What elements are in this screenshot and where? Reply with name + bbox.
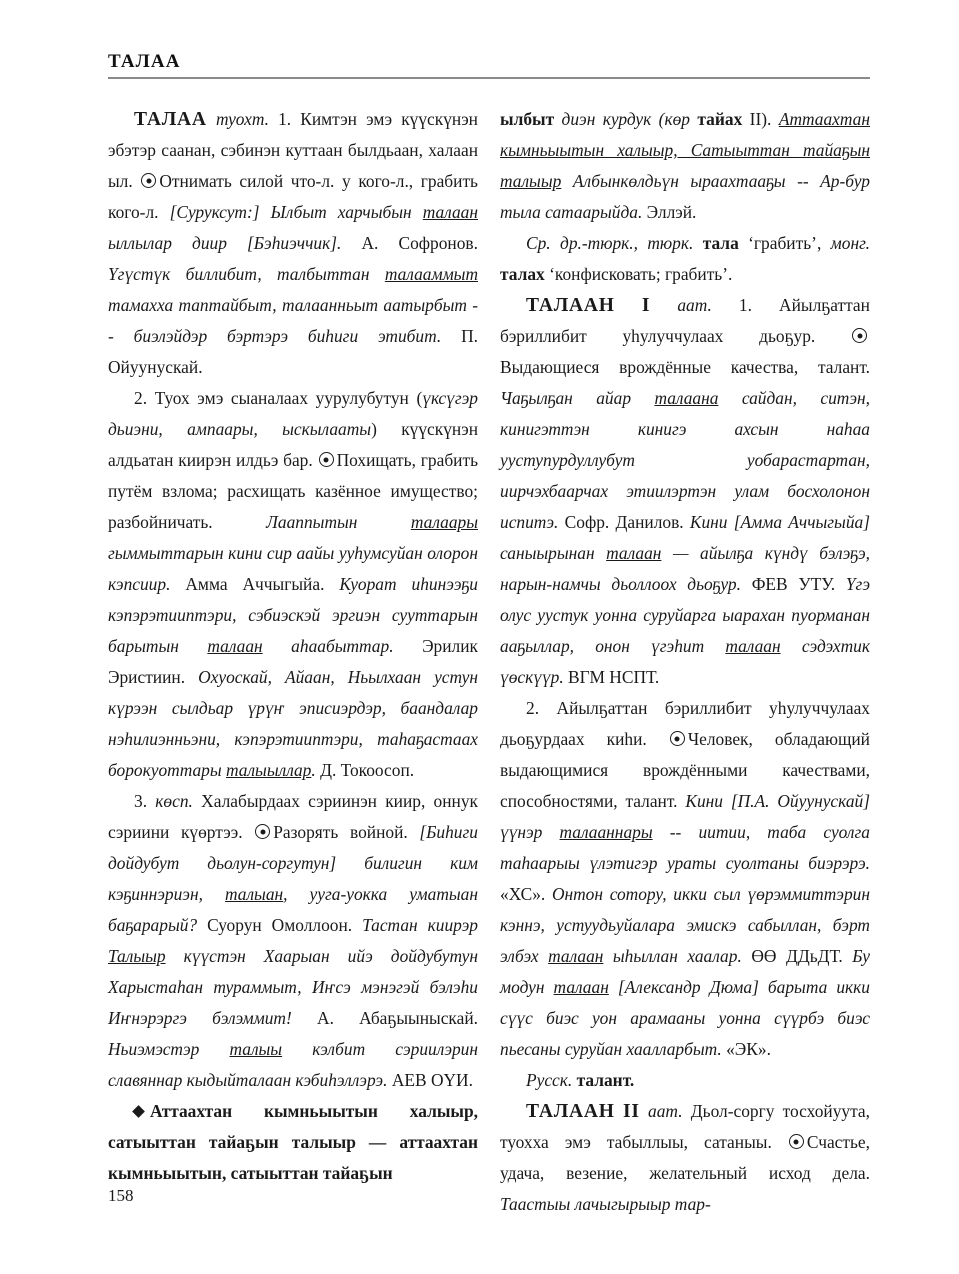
citation-quote-cont: ыллылар диир [Бэһиэччик]. — [108, 233, 342, 253]
citation-quote: Тастан киирэр — [362, 915, 478, 935]
citation-source: Суорун Омоллоон. — [207, 915, 353, 935]
citation-quote-cont: гыммыттарын кини сир аайы ууһумсуйан олорон кэпсиир. — [108, 543, 478, 594]
phraseology-example-underlined: Аттаахтан кымньыытын халыыр, Сатыыттан тайаҕын талыыр — [500, 109, 870, 191]
citation-source: А. Софронов. — [361, 233, 478, 253]
comparison-language-2: монг. — [830, 233, 870, 253]
yakut-definition: Дьол-соргу тосхойуута, туохха эмэ табыллыы, сатаныы. — [500, 1101, 870, 1152]
entry-talaan-1-sense-1 — [500, 290, 870, 693]
phraseology-tail: ылбыт — [500, 109, 555, 129]
citation-quote: Бу модун — [500, 946, 871, 997]
entry-talaa-sense-1 — [108, 104, 478, 383]
citation-quote-cont: — айылҕа күндү бэлэҕэ, нарын-намчы дьоллоох дьоҕур. — [500, 543, 870, 594]
phraseology-text: Аттаахтан кымньыытын халыыр, сатыыттан тайаҕын талыыр — аттаахтан кымньыытын, сатыыттан тайаҕын — [108, 1101, 478, 1183]
citation-keyword: талаан — [553, 977, 609, 997]
circled-dot-icon — [789, 1134, 804, 1149]
citation-quote: Лааппытын — [266, 512, 411, 532]
citation-source: Эрилик Эристиин. — [108, 636, 478, 687]
citation-keyword: талыыллар — [226, 760, 312, 780]
text-columns — [108, 104, 870, 1220]
citation-keyword: талаана — [654, 388, 719, 408]
citation-quote: билигин ким кэҕиннэриэн, — [108, 853, 478, 904]
sense-number: 1. — [738, 295, 752, 315]
circled-dot-icon — [141, 173, 156, 188]
citation-keyword: талаары — [410, 512, 478, 532]
citation-quote-cont: тамахха таптайбыт, талаанньыт аатырбыт -- биэлэйдэр бэртэрэ биһиги этибит. — [108, 295, 478, 346]
citation-keyword: талаан — [422, 202, 478, 222]
citation-source: «ХС». — [500, 884, 546, 904]
citation-source: Д. Токоосоп. — [320, 760, 415, 780]
etymology-word: талант. — [576, 1070, 635, 1090]
citation-source: ФЕВ УТУ. — [751, 574, 836, 594]
citation-source: ВГМ НСПТ. — [568, 667, 660, 687]
phraseology-mid: диэн курдук (көр — [554, 109, 698, 129]
headword-roman-numeral: II — [623, 1101, 640, 1122]
phraseology-example-rest: Албынкөлдьүн ыраахтааҕы -- Ар-бур тыла сатаарыйда. — [500, 171, 870, 222]
russian-definition: Человек, обладающий выдающимися врождёнными качествами, способностями, талант. — [500, 729, 870, 811]
russian-definition: Отнимать силой что-л. у кого-л., грабить кого-л. — [108, 171, 478, 222]
entry-talaan-2 — [500, 1096, 870, 1220]
yakut-definition: Халабырдаах сэриинэн киир, оннук сэриини күөртээ. — [108, 791, 478, 842]
citation-keyword: талыы — [229, 1039, 283, 1059]
sense-number: 2. — [526, 698, 540, 718]
citation-quote-cont: күүстэн Хаарыан ийэ дойдубутун Харыстаһан тураммыт, Иҥсэ мэнэгэй бэлэһи Иҥнэрэргэ бэлэммит! — [108, 946, 478, 1028]
diamond-icon — [132, 1105, 145, 1118]
russian-definition: Выдающиеся врождённые качества, талант. — [500, 357, 870, 377]
russian-definition: Похищать, грабить путём взлома; расхищать казённое имущество; разбойничать. — [108, 450, 479, 532]
part-of-speech: аат. — [677, 295, 712, 315]
column-left — [108, 104, 478, 1220]
citation-source: ӨӨ ДДьДТ. — [751, 946, 843, 966]
citation-keyword: талааммыт — [384, 264, 478, 284]
page-number: 158 — [108, 1186, 134, 1205]
citation-keyword: талаан — [207, 636, 263, 656]
comparison-gloss: ‘грабить’, — [748, 233, 822, 253]
yakut-definition-italic: үксүгэр дьиэни, ампаары, ыскылааты — [108, 388, 478, 439]
citation-quote: Охуоскай, Айаан, Ньылхаан устун күрээн сылдьар үрүҥ эписиэрдэр, баандалар нэһилиэнньэни, кэпэрэтииптэри, таһаҕастаах борокуоттары — [108, 667, 478, 780]
russian-definition: Разорять войной. — [273, 822, 408, 842]
etymology-label: Русск. — [526, 1070, 573, 1090]
citation-quote: Кини [Амма Аччыгыйа] саныырынан — [500, 512, 870, 563]
citation-quote-cont: сайдан, ситэн, кинигэттэн кинигэ ахсын наһаа ууступурдуллубут уобарастартан, иирчэхбаарчах этиилэртэн улам босхолонон испитэ. — [500, 388, 870, 532]
citation-source: Эллэй. — [646, 202, 697, 222]
citation-keyword: талаан — [548, 946, 604, 966]
citation-quote-cont: кэлбит сэриилэрин славяннар кыдыйталаан кэбиһэллэрэ. — [108, 1039, 479, 1090]
etymology-note — [500, 1065, 870, 1096]
citation-source: «ЭК». — [726, 1039, 771, 1059]
citation-quote-cont: [Александр Дюма] барыта икки сүүс биэс уон арамааны уонна сүүрбэ биэс пьесаны суруйан хаалларбыт. — [500, 977, 871, 1059]
sense-number: 2. — [134, 388, 148, 408]
sense-number: 1. — [278, 109, 292, 129]
circled-dot-icon — [852, 328, 867, 343]
citation-quote-tail: Таастыы лачыгырыыр тар- — [500, 1194, 711, 1214]
citation-quote-cont: -- иитии, таба суолга таһаарыы үлэтигэр ураты суолтаны биэрэрэ. — [500, 822, 870, 873]
circled-dot-icon — [319, 452, 334, 467]
yakut-definition: Айылҕаттан бэриллибит уһулуччулаах дьоҕур. — [500, 295, 870, 346]
citation-quote-cont: аһаабыттар. — [262, 636, 394, 656]
yakut-definition: Туох эмэ сыаналаах уурулубутун ( — [154, 388, 423, 408]
circled-dot-icon — [255, 824, 270, 839]
header-divider — [108, 77, 870, 79]
headword-talaa: ТАЛАА — [134, 109, 207, 130]
sense-label: көсп. — [155, 791, 193, 811]
running-head-text: ТАЛАА — [108, 51, 181, 72]
citation-source: АЕВ ОҮИ. — [391, 1070, 473, 1090]
citation-source: Амма Аччыгыйа. — [185, 574, 325, 594]
citation-keyword: Талыыр — [108, 946, 166, 966]
citation-quote-cont: сэдэхтик үөскүүр. — [500, 636, 870, 687]
comparison-gloss-2: ‘конфисковать; грабить’. — [549, 264, 733, 284]
comparison-note — [500, 228, 870, 290]
headword-talaan-2: ТАЛААН — [526, 1101, 615, 1122]
part-of-speech: туохт. — [215, 109, 269, 129]
citation-quote: Онтон сотору, икки сыл үөрэммиттэрин кэннэ, устуудьуйалара эмискэ сабыллан, бэрт элбэх — [500, 884, 870, 966]
citation-quote: Куорат иһинээҕи кэпэрэтииптэри, сэбиэскэй эргиэн сууттарын барытын — [108, 574, 478, 656]
citation-source: Софр. Данилов. — [564, 512, 684, 532]
part-of-speech: аат. — [648, 1101, 683, 1121]
comparison-label: Ср. — [526, 233, 551, 253]
cross-reference-roman: II). — [742, 109, 772, 129]
cross-reference-word: тайах — [697, 109, 743, 129]
entry-talaa-sense-2 — [108, 383, 478, 786]
circled-dot-icon — [670, 731, 685, 746]
yakut-definition: Айылҕаттан бэриллибит уһулуччулаах дьоҕурдаах киһи. — [500, 698, 870, 749]
russian-definition: Счастье, удача, везение, желательный исход дела. — [500, 1132, 870, 1183]
sense-number: 3. — [134, 791, 148, 811]
entry-talaa-sense-3 — [108, 786, 478, 1096]
citation-quote-cont: , ууга-уокка уматыан баҕарарый? — [108, 884, 478, 935]
yakut-definition-cont: ) күүскүнэн алдьатан киирэн илдьэ бар. — [108, 419, 478, 470]
citation-quote: Чаҕылҕан айар — [500, 388, 655, 408]
headword-talaan-1: ТАЛААН — [526, 295, 615, 316]
comparison-languages: др.-тюрк., тюрк. — [560, 233, 694, 253]
entry-talaan-1-sense-2 — [500, 693, 870, 1065]
comparison-word-2: талах — [500, 264, 545, 284]
citation-quote-cont: . — [311, 760, 316, 780]
citation-keyword: талааннары — [559, 822, 653, 842]
yakut-definition: Кимтэн эмэ күүскүнэн эбэтэр саанан, сэбинэн куттаан былдьаан, халаан ыл. — [108, 109, 478, 191]
citation-quote: Ньиэмэстэр — [108, 1039, 230, 1059]
citation-quote-cont: ыһыллан хаалар. — [603, 946, 742, 966]
headword-roman-numeral: I — [641, 295, 651, 316]
citation-quote: Үгэ олус уустук уонна суруйарга ыарахан пуорманан ааҕыллар, онон үгэһит — [500, 574, 870, 656]
phraseology-continued — [500, 104, 870, 228]
phraseology-block — [108, 1096, 478, 1189]
column-right — [500, 104, 870, 1220]
citation-quote: Үгүстүк биллибит, талбыттан — [108, 264, 385, 284]
citation-quote: Кини [П.А. Ойуунускай] үүнэр — [500, 791, 870, 842]
citation-keyword: талаан — [606, 543, 662, 563]
citation-source: П. Ойуунускай. — [108, 326, 479, 377]
citation-keyword: талаан — [725, 636, 781, 656]
citation-source: А. Абаҕыыныскай. — [317, 1008, 478, 1028]
citation-quote: Ылбыт харчыбын — [270, 202, 423, 222]
running-head — [108, 52, 870, 79]
citation-bracket: [Биһиги дойдубут дьолун-соргутун] — [108, 822, 478, 873]
citation-bracket: [Суруксут:] — [169, 202, 260, 222]
citation-keyword: талыан — [225, 884, 284, 904]
comparison-word: тала — [702, 233, 739, 253]
